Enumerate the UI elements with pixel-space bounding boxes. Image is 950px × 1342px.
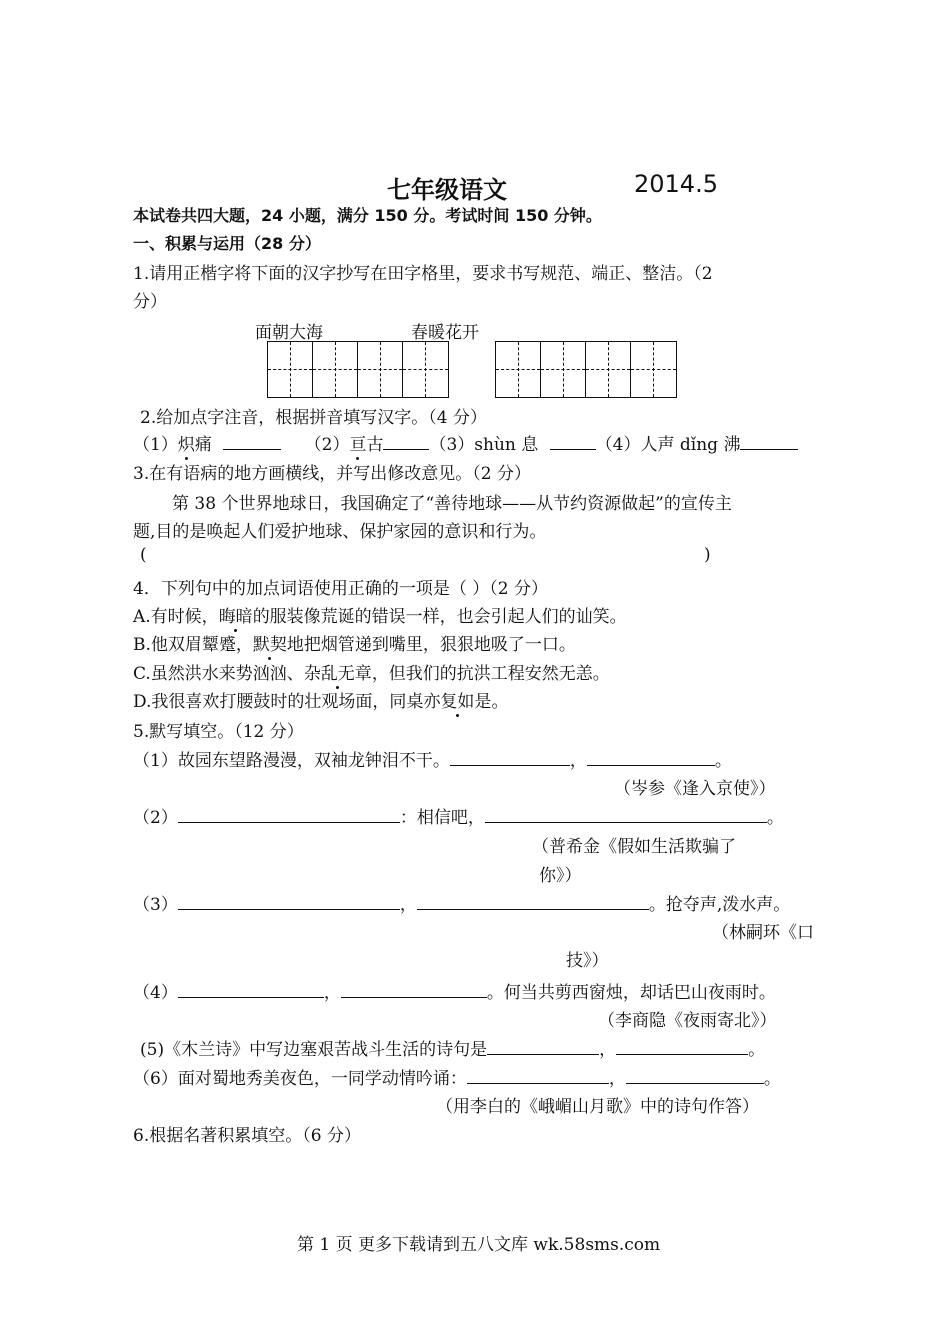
q5-4-number: （4） xyxy=(133,983,178,1003)
q5-4-blank-b[interactable] xyxy=(341,982,487,998)
q2-p3-blank[interactable] xyxy=(550,434,596,450)
comma: ， xyxy=(599,1040,617,1060)
q5-1-text: （1）故园东望路漫漫，双袖龙钟泪不干。 xyxy=(133,751,450,771)
q5-1-blank-b[interactable] xyxy=(587,750,715,766)
q4-option-d[interactable] xyxy=(133,687,508,712)
q2-p1-dotted: 炽 xyxy=(178,430,195,455)
comma: ， xyxy=(323,983,341,1003)
grid-cell[interactable] xyxy=(631,342,676,397)
q1-phrase-1: 面朝大海 xyxy=(255,323,323,343)
q5-6-blank-b[interactable] xyxy=(626,1068,764,1084)
q5-1-source: （岑参《逢入京使》） xyxy=(614,779,776,799)
q5-3-blank-a[interactable] xyxy=(178,894,400,910)
q1-phrase-2: 春暖花开 xyxy=(411,323,479,343)
q5-2-source-line1: （普希金《假如生活欺骗了 xyxy=(532,837,736,857)
q5-6-blank-a[interactable] xyxy=(467,1068,609,1084)
grid-cell[interactable] xyxy=(358,342,403,397)
period: 。 xyxy=(763,1069,781,1089)
q5-5-blank-b[interactable] xyxy=(616,1039,748,1055)
option-a-dotted: 晦暗 xyxy=(219,602,253,627)
q5-3-number: （3） xyxy=(133,895,178,915)
q5-item-3 xyxy=(133,890,790,915)
q3-passage-line1: 第 38 个世界地球日，我国确定了“善待地球——从节约资源做起”的宣传主 xyxy=(172,494,732,514)
q5-item-1 xyxy=(133,746,732,771)
option-c-dotted: 杂乱无章 xyxy=(304,659,372,684)
q3-passage-line2: 题,目的是唤起人们爱护地球、保护家园的意识和行为。 xyxy=(133,522,547,542)
q5-6-text: （6）面对蜀地秀美夜色，一同学动情吟诵： xyxy=(133,1069,467,1089)
period: 。 xyxy=(748,1040,766,1060)
q5-4-blank-a[interactable] xyxy=(178,982,324,998)
writing-grid-2[interactable] xyxy=(495,341,677,398)
q5-2-mid: ：相信吧， xyxy=(399,808,485,828)
q2-p1-rest: 痛 xyxy=(194,435,212,455)
q1-prompt-line1: 1.请用正楷字将下面的汉字抄写在田字格里，要求书写规范、端正、整洁。（2 xyxy=(133,264,713,284)
q2-p2-rest: 古 xyxy=(366,435,384,455)
grid-cell[interactable] xyxy=(496,342,541,397)
grid-cell[interactable] xyxy=(403,342,448,397)
section-heading: 一、积累与运用（28 分） xyxy=(133,234,321,253)
option-d-post: 。 xyxy=(491,692,509,712)
exam-date: 2014.5 xyxy=(634,170,718,198)
q2-p2-dotted: 亘 xyxy=(349,430,366,455)
q6-prompt: 6.根据名著积累填空。（6 分） xyxy=(133,1126,361,1146)
q5-6-source: （用李白的《峨嵋山月歌》中的诗句作答） xyxy=(436,1097,759,1117)
q5-3-text: 。抢夺声,泼水声。 xyxy=(648,895,791,915)
q5-item-6 xyxy=(133,1064,781,1089)
q5-3-blank-b[interactable] xyxy=(417,894,649,910)
comma: ， xyxy=(569,751,587,771)
q5-2-blank-b[interactable] xyxy=(485,807,767,823)
q1-prompt-line2: 分） xyxy=(133,292,167,312)
q5-3-source-line2: 技》） xyxy=(566,951,609,971)
q5-2-blank-a[interactable] xyxy=(178,807,400,823)
comma: ， xyxy=(399,895,417,915)
q5-prompt: 5.默写填空。（12 分） xyxy=(133,722,304,742)
grid-cell[interactable] xyxy=(541,342,586,397)
q2-p3-label: （3）shùn 息 xyxy=(429,435,539,455)
q5-item-4 xyxy=(133,978,776,1003)
page-title: 七年级语文 xyxy=(387,176,507,204)
period: 。 xyxy=(714,751,732,771)
grid-cell[interactable] xyxy=(313,342,358,397)
q4-option-a[interactable] xyxy=(133,602,627,627)
q3-answer-close: ) xyxy=(704,545,711,565)
q5-item-5 xyxy=(140,1035,765,1060)
q5-2-source-line2: 你》） xyxy=(539,866,582,886)
option-b-dotted: 默契 xyxy=(253,630,287,655)
option-a-pre: A.有时候， xyxy=(133,607,219,627)
page-footer: 第 1 页 更多下载请到五八文库 wk.58sms.com xyxy=(297,1235,661,1255)
q5-5-blank-a[interactable] xyxy=(487,1039,599,1055)
q2-items xyxy=(133,430,798,455)
q5-3-source-line1: （林嗣环《口 xyxy=(712,923,814,943)
q3-answer-area[interactable] xyxy=(155,545,695,567)
q4-option-c[interactable] xyxy=(133,659,610,684)
writing-grid-1[interactable] xyxy=(267,341,449,398)
q2-p1-number: （1） xyxy=(133,435,178,455)
q2-prompt: 2.给加点字注音，根据拼音填写汉字。（4 分） xyxy=(140,408,487,428)
q2-p4-blank[interactable] xyxy=(740,434,798,450)
q5-1-blank-a[interactable] xyxy=(450,750,570,766)
option-b-pre: B.他双眉颦蹙， xyxy=(133,635,253,655)
comma: ， xyxy=(608,1069,626,1089)
q4-option-b[interactable] xyxy=(133,630,576,655)
q3-answer-open: ( xyxy=(140,545,147,565)
exam-intro: 本试卷共四大题，24 小题，满分 150 分。考试时间 150 分钟。 xyxy=(133,206,602,225)
q3-prompt: 3.在有语病的地方画横线，并写出修改意见。（2 分） xyxy=(133,464,531,484)
q2-p2-number: （2） xyxy=(304,435,350,455)
grid-cell[interactable] xyxy=(268,342,313,397)
q5-item-2 xyxy=(133,803,784,828)
period: 。 xyxy=(766,808,784,828)
q5-5-text: (5)《木兰诗》中写边塞艰苦战斗生活的诗句是 xyxy=(140,1040,488,1060)
option-a-post: 的服装像荒诞的错误一样，也会引起人们的讪笑。 xyxy=(252,607,627,627)
q2-p1-blank[interactable] xyxy=(223,434,281,450)
q5-4-source: （李商隐《夜雨寄北》） xyxy=(598,1011,777,1031)
option-b-post: 地把烟管递到嘴里，狠狠地吸了一口。 xyxy=(286,635,576,655)
option-d-dotted: 亦复如是 xyxy=(423,687,491,712)
grid-cell[interactable] xyxy=(586,342,631,397)
option-c-pre: C.虽然洪水来势汹汹、 xyxy=(133,664,304,684)
q5-4-text: 。何当共剪西窗烛，却话巴山夜雨时。 xyxy=(486,983,776,1003)
option-d-pre: D.我很喜欢打腰鼓时的壮观场面，同桌 xyxy=(133,692,424,712)
q4-prompt: 4．下列句中的加点词语使用正确的一项是（ ）（2 分） xyxy=(133,579,548,599)
option-c-post: ，但我们的抗洪工程安然无恙。 xyxy=(371,664,610,684)
q5-2-number: （2） xyxy=(133,808,178,828)
q2-p4-label: （4）人声 dǐng 沸 xyxy=(595,435,741,455)
q2-p2-blank[interactable] xyxy=(383,434,429,450)
